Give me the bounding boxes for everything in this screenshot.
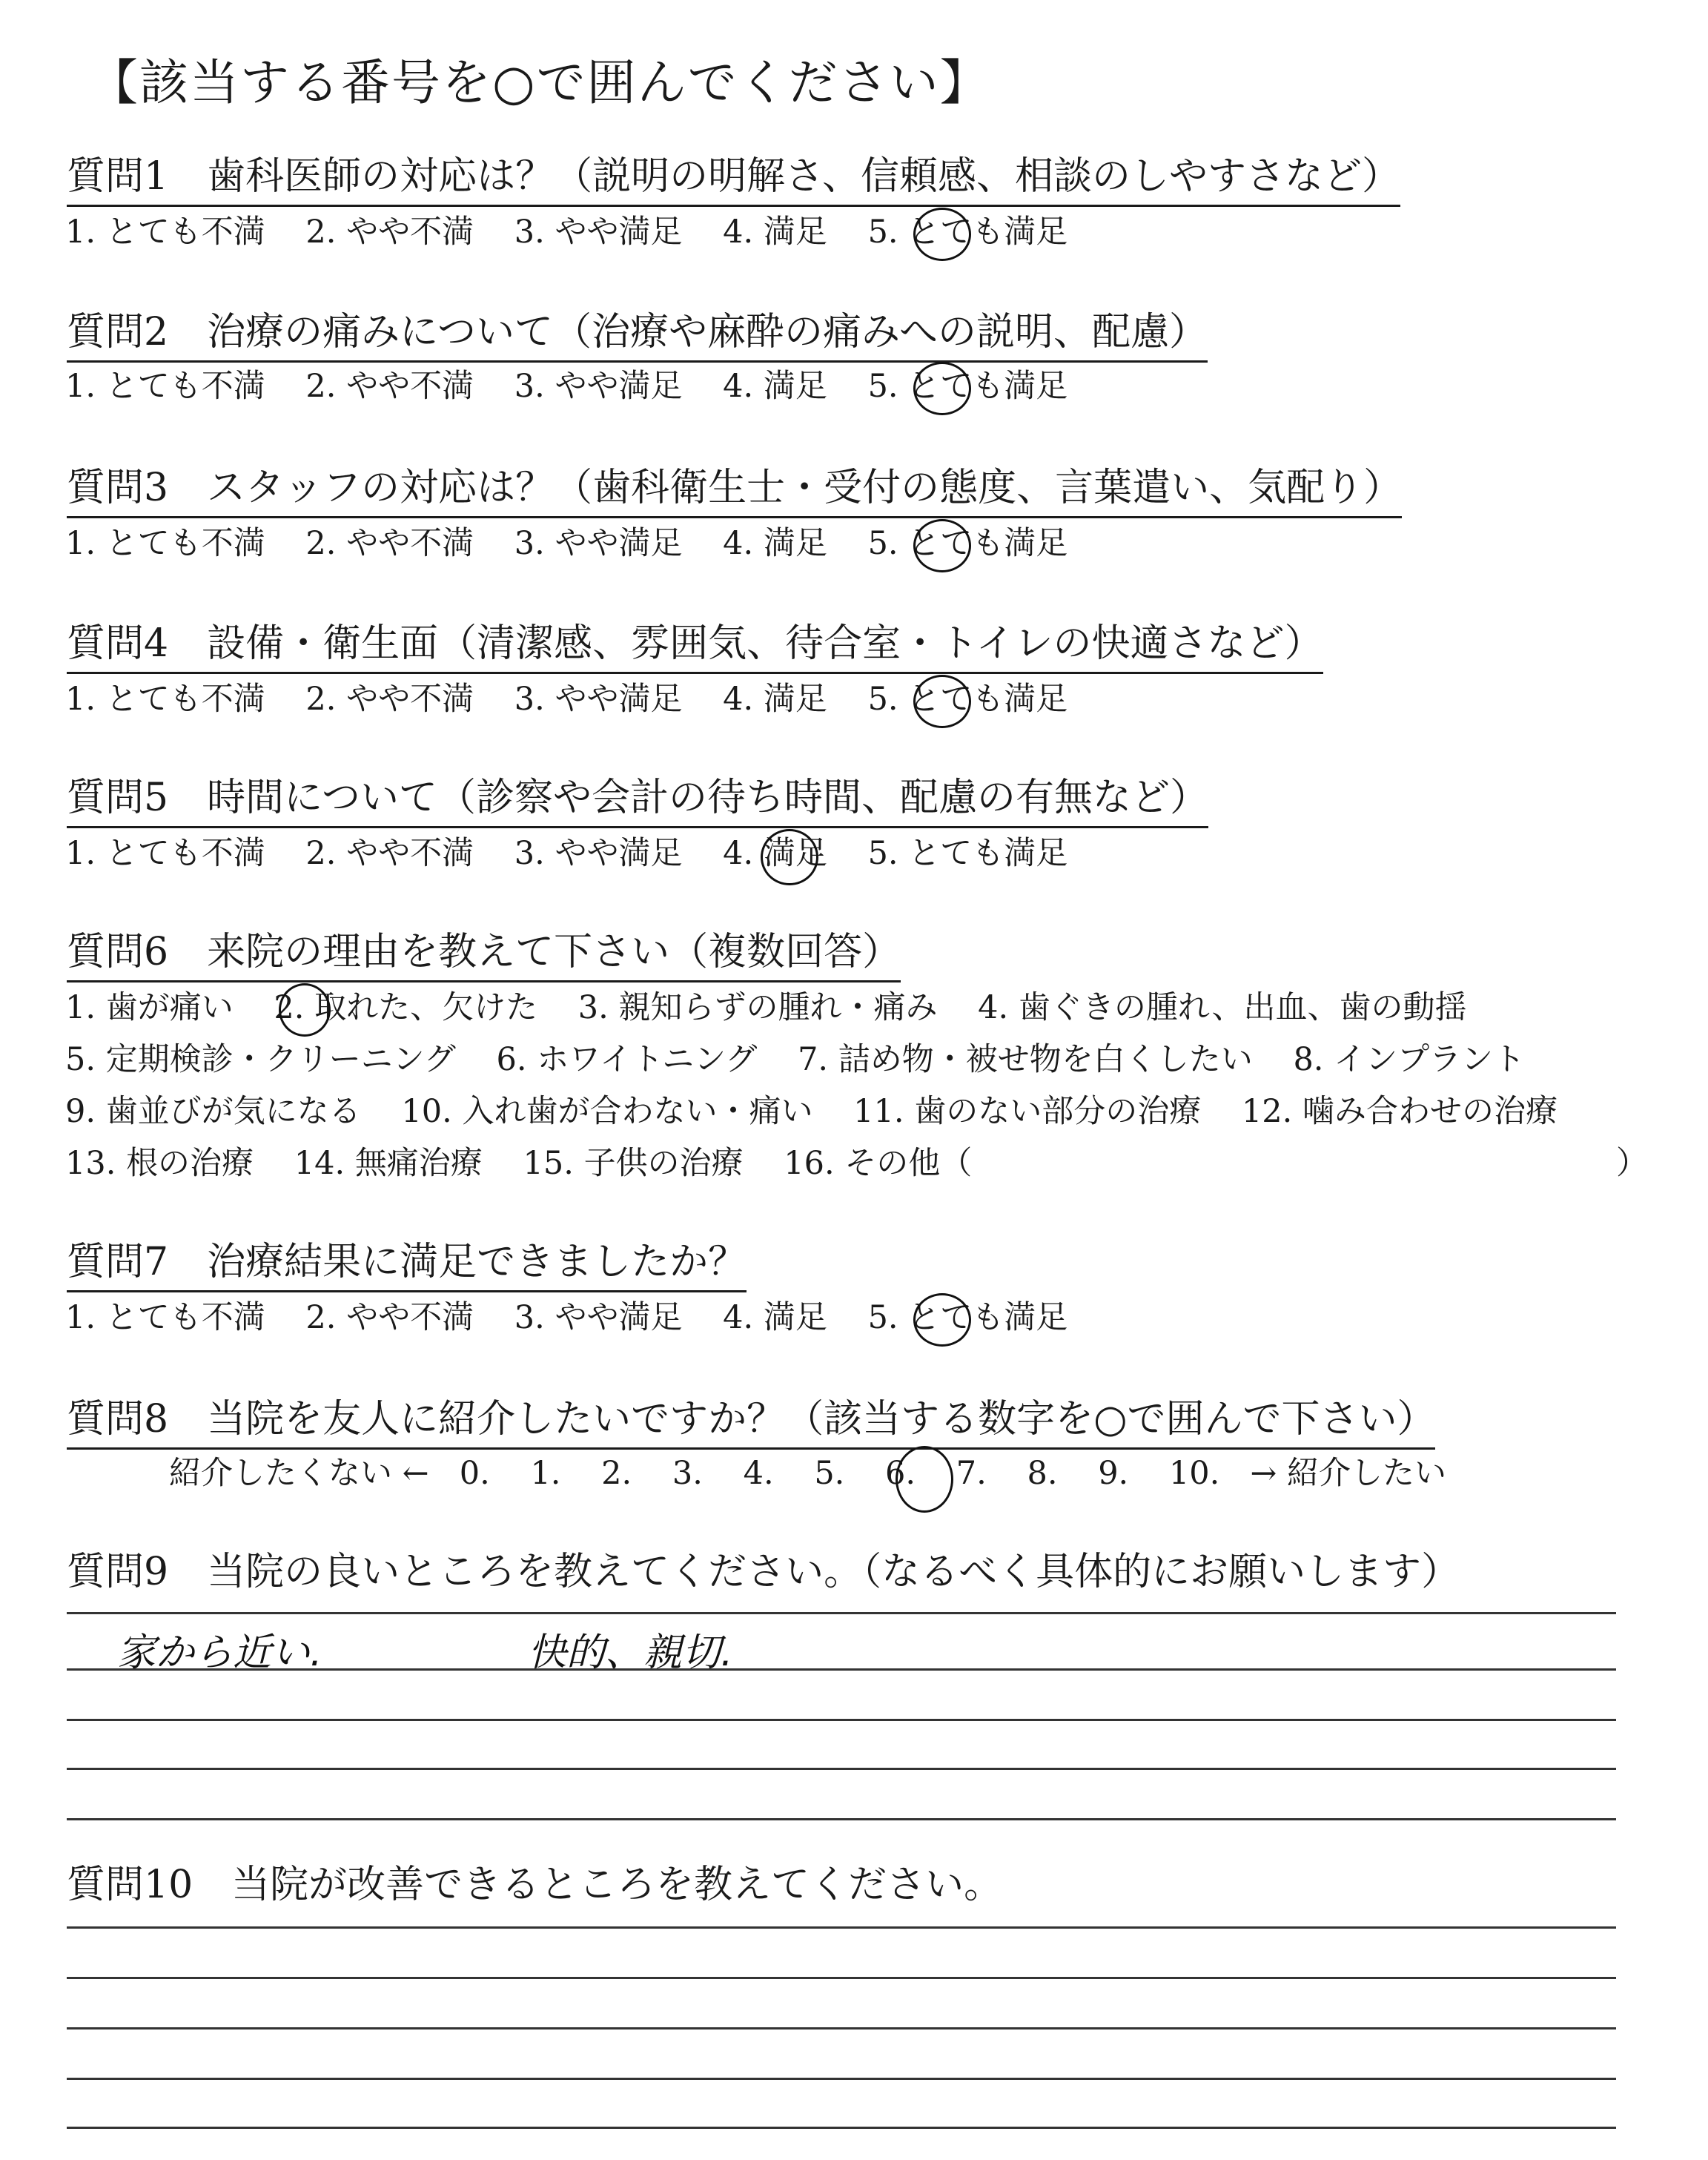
q5-opt3-num[interactable]: 3. — [514, 835, 545, 872]
q4-selection-circle — [913, 675, 971, 728]
q7-opt1-num[interactable]: 1. — [65, 1299, 96, 1336]
q5-opt4-num[interactable]: 4. — [723, 835, 754, 872]
q1-opt4-num[interactable]: 4. — [723, 214, 754, 251]
q6-opt14-label[interactable]: 無痛治療 — [354, 1145, 483, 1182]
q3-opt1-num[interactable]: 1. — [65, 525, 96, 562]
q5-opt2-num[interactable]: 2. — [305, 835, 337, 872]
q4-opt1-label[interactable]: とても不満 — [105, 681, 265, 718]
q3-opt1-label[interactable]: とても不満 — [105, 525, 265, 562]
q3-opt5-num[interactable]: 5. — [867, 525, 898, 562]
q6-opt2-num[interactable]: 2. — [274, 989, 305, 1026]
q6-opt14-num[interactable]: 14. — [294, 1145, 345, 1182]
q1-opt4-label[interactable]: 満足 — [763, 214, 827, 251]
q6-opt9-label[interactable]: 歯並びが気になる — [105, 1093, 361, 1130]
q4-opt4-label[interactable]: 満足 — [763, 681, 827, 718]
q9-answer-line-5[interactable] — [67, 1818, 1616, 1820]
q8-scale-3[interactable]: 3. — [672, 1455, 703, 1492]
question-4: 質問4 設備・衛生面（清潔感、雰囲気、待合室・トイレの快適さなど） — [67, 621, 1323, 674]
question-9: 質問9 当院の良いところを教えてください。（なるべく具体的にお願いします） — [67, 1550, 1460, 1594]
q1-opt3-num[interactable]: 3. — [514, 214, 545, 251]
q3-selection-circle — [913, 519, 971, 572]
q6-opt5-label[interactable]: 定期検診・クリーニング — [105, 1041, 456, 1078]
q5-opt4-label[interactable]: 満足 — [763, 835, 827, 872]
q8-scale-5[interactable]: 5. — [814, 1455, 845, 1492]
question-1: 質問1 歯科医師の対応は？（説明の明解さ、信頼感、相談のしやすさなど） — [67, 154, 1400, 207]
q6-opt6-num[interactable]: 6. — [496, 1041, 527, 1078]
q4-opt3-label[interactable]: やや満足 — [555, 681, 683, 718]
q6-options-row3 — [65, 1091, 1558, 1132]
q5-options — [65, 833, 1068, 873]
q8-scale-2[interactable]: 2. — [601, 1455, 632, 1492]
q6-opt12-num[interactable]: 12. — [1241, 1093, 1293, 1130]
q1-opt2-num[interactable]: 2. — [305, 214, 337, 251]
q9-answer-line-1 — [67, 1612, 1616, 1614]
q7-opt5-label[interactable]: とても満足 — [908, 1299, 1068, 1336]
question-10: 質問10 当院が改善できるところを教えてください。 — [67, 1863, 1003, 1907]
q3-opt2-label[interactable]: やや不満 — [346, 525, 474, 562]
q1-opt1-label[interactable]: とても不満 — [105, 214, 265, 251]
q4-opt2-num[interactable]: 2. — [305, 681, 337, 718]
q6-opt16-label[interactable]: その他（ — [844, 1145, 973, 1182]
q8-scale-6[interactable]: 6. — [885, 1455, 916, 1492]
q6-opt9-num[interactable]: 9. — [65, 1093, 96, 1130]
q5-opt5-label[interactable]: とても満足 — [908, 835, 1068, 872]
q6-opt8-num[interactable]: 8. — [1293, 1041, 1324, 1078]
q5-opt2-label[interactable]: やや不満 — [346, 835, 474, 872]
q1-selection-circle — [913, 208, 971, 261]
q2-opt2-num[interactable]: 2. — [305, 368, 337, 405]
q4-opt3-num[interactable]: 3. — [514, 681, 545, 718]
q6-opt11-label[interactable]: 歯のない部分の治療 — [914, 1093, 1202, 1130]
q6-opt3-num[interactable]: 3. — [577, 989, 609, 1026]
q5-opt1-label[interactable]: とても不満 — [105, 835, 265, 872]
q6-opt15-num[interactable]: 15. — [523, 1145, 574, 1182]
q8-selection-circle — [896, 1446, 953, 1513]
q2-opt5-label[interactable]: とても満足 — [908, 368, 1068, 405]
q6-opt12-label[interactable]: 噛み合わせの治療 — [1302, 1093, 1558, 1130]
q3-opt4-label[interactable]: 満足 — [763, 525, 827, 562]
q10-answer-line-2[interactable] — [67, 1977, 1616, 1979]
q6-opt5-num[interactable]: 5. — [65, 1041, 96, 1078]
q7-opt2-label[interactable]: やや不満 — [346, 1299, 474, 1336]
q6-opt13-label[interactable]: 根の治療 — [126, 1145, 254, 1182]
q2-opt3-label[interactable]: やや満足 — [555, 368, 683, 405]
q2-opt4-num[interactable]: 4. — [723, 368, 754, 405]
q4-opt1-num[interactable]: 1. — [65, 681, 96, 718]
q8-right-label: → 紹介したい — [1250, 1455, 1447, 1492]
q10-answer-line-4[interactable] — [67, 2078, 1616, 2080]
q9-answer-line-2[interactable] — [67, 1668, 1616, 1671]
question-7: 質問7 治療結果に満足できましたか？ — [67, 1240, 747, 1292]
q7-selection-circle — [913, 1293, 971, 1347]
question-8: 質問8 当院を友人に紹介したいですか？（該当する数字を○で囲んで下さい） — [67, 1397, 1435, 1450]
q6-opt16-num[interactable]: 16. — [784, 1145, 835, 1182]
q3-opt3-label[interactable]: やや満足 — [555, 525, 683, 562]
q6-opt7-num[interactable]: 7. — [798, 1041, 829, 1078]
q6-opt10-num[interactable]: 10. — [401, 1093, 452, 1130]
q7-opt2-num[interactable]: 2. — [305, 1299, 337, 1336]
q10-answer-line-5[interactable] — [67, 2127, 1616, 2129]
q6-opt7-label[interactable]: 詰め物・被せ物を白くしたい — [838, 1041, 1253, 1078]
q7-opt4-num[interactable]: 4. — [723, 1299, 754, 1336]
q7-opt3-label[interactable]: やや満足 — [555, 1299, 683, 1336]
q8-scale-0[interactable]: 0. — [459, 1455, 490, 1492]
q2-opt1-label[interactable]: とても不満 — [105, 368, 265, 405]
q4-opt2-label[interactable]: やや不満 — [346, 681, 474, 718]
q10-answer-line-3[interactable] — [67, 2027, 1616, 2029]
q6-opt15-label[interactable]: 子供の治療 — [583, 1145, 744, 1182]
q6-opt10-label[interactable]: 入れ歯が合わない・痛い — [462, 1093, 813, 1130]
q10-answer-line-1[interactable] — [67, 1926, 1616, 1929]
q7-opt3-num[interactable]: 3. — [514, 1299, 545, 1336]
q3-opt3-num[interactable]: 3. — [514, 525, 545, 562]
q6-opt3-label[interactable]: 親知らずの腫れ・痛み — [618, 989, 938, 1026]
q6-selection-circle — [279, 983, 331, 1037]
question-2: 質問2 治療の痛みについて（治療や麻酔の痛みへの説明、配慮） — [67, 310, 1208, 363]
q6-options-row2 — [65, 1040, 1525, 1080]
q7-opt5-num[interactable]: 5. — [867, 1299, 898, 1336]
page-title: 【該当する番号を○で囲んでください】 — [89, 54, 990, 111]
q4-opt4-num[interactable]: 4. — [723, 681, 754, 718]
q8-scale-1[interactable]: 1. — [530, 1455, 561, 1492]
q1-opt1-num[interactable]: 1. — [65, 214, 96, 251]
q9-handwritten-answer-2: 快的、親切. — [528, 1631, 733, 1675]
q5-selection-circle — [761, 829, 818, 885]
q6-opt13-num[interactable]: 13. — [65, 1145, 116, 1182]
q8-scale-4[interactable]: 4. — [743, 1455, 774, 1492]
q2-opt5-num[interactable]: 5. — [867, 368, 898, 405]
q2-opt1-num[interactable]: 1. — [65, 368, 96, 405]
q9-answer-line-4[interactable] — [67, 1768, 1616, 1770]
q9-answer-line-3[interactable] — [67, 1719, 1616, 1721]
q8-scale — [169, 1453, 1446, 1493]
q5-opt1-num[interactable]: 1. — [65, 835, 96, 872]
q5-opt3-label[interactable]: やや満足 — [555, 835, 683, 872]
q8-scale-8[interactable]: 8. — [1027, 1455, 1058, 1492]
q9-handwritten-answer-1: 家から近い. — [117, 1631, 322, 1675]
q7-opt4-label[interactable]: 満足 — [763, 1299, 827, 1336]
q6-opt1-label[interactable]: 歯が痛い — [105, 989, 234, 1026]
q4-opt5-num[interactable]: 5. — [867, 681, 898, 718]
q1-opt5-label[interactable]: とても満足 — [908, 214, 1068, 251]
q6-opt2-label[interactable]: 取れた、欠けた — [314, 989, 538, 1026]
q7-opt1-label[interactable]: とても不満 — [105, 1299, 265, 1336]
q6-opt6-label[interactable]: ホワイトニング — [537, 1041, 758, 1078]
q6-opt4-label[interactable]: 歯ぐきの腫れ、出血、歯の動揺 — [1018, 989, 1467, 1026]
question-6: 質問6 来院の理由を教えて下さい（複数回答） — [67, 930, 901, 982]
q6-opt8-label[interactable]: インプラント — [1334, 1041, 1526, 1078]
q6-opt11-num[interactable]: 11. — [853, 1093, 904, 1130]
q6-opt1-num[interactable]: 1. — [65, 989, 96, 1026]
q3-opt5-label[interactable]: とても満足 — [908, 525, 1068, 562]
q8-scale-9[interactable]: 9. — [1098, 1455, 1129, 1492]
q2-opt2-label[interactable]: やや不満 — [346, 368, 474, 405]
q6-options-row1 — [65, 988, 1466, 1028]
q3-opt4-num[interactable]: 4. — [723, 525, 754, 562]
q8-left-label: 紹介したくない ← — [169, 1455, 429, 1492]
q8-scale-10[interactable]: 10. — [1168, 1455, 1220, 1492]
q2-selection-circle — [913, 362, 971, 415]
q2-opt3-num[interactable]: 3. — [514, 368, 545, 405]
question-5: 質問5 時間について（診察や会計の待ち時間、配慮の有無など） — [67, 776, 1208, 828]
q1-opt5-num[interactable]: 5. — [867, 214, 898, 251]
q3-opt2-num[interactable]: 2. — [305, 525, 337, 562]
q1-opt2-label[interactable]: やや不満 — [346, 214, 474, 251]
question-3: 質問3 スタッフの対応は？（歯科衛生士・受付の態度、言葉遣い、気配り） — [67, 466, 1402, 518]
q6-other-close-paren: ） — [1616, 1145, 1648, 1182]
q8-scale-7[interactable]: 7. — [956, 1455, 987, 1492]
q2-opt4-label[interactable]: 満足 — [763, 368, 827, 405]
q6-options-row4 — [65, 1143, 972, 1183]
q4-opt5-label[interactable]: とても満足 — [908, 681, 1068, 718]
q6-opt4-num[interactable]: 4. — [978, 989, 1009, 1026]
q5-opt5-num[interactable]: 5. — [867, 835, 898, 872]
q1-opt3-label[interactable]: やや満足 — [555, 214, 683, 251]
